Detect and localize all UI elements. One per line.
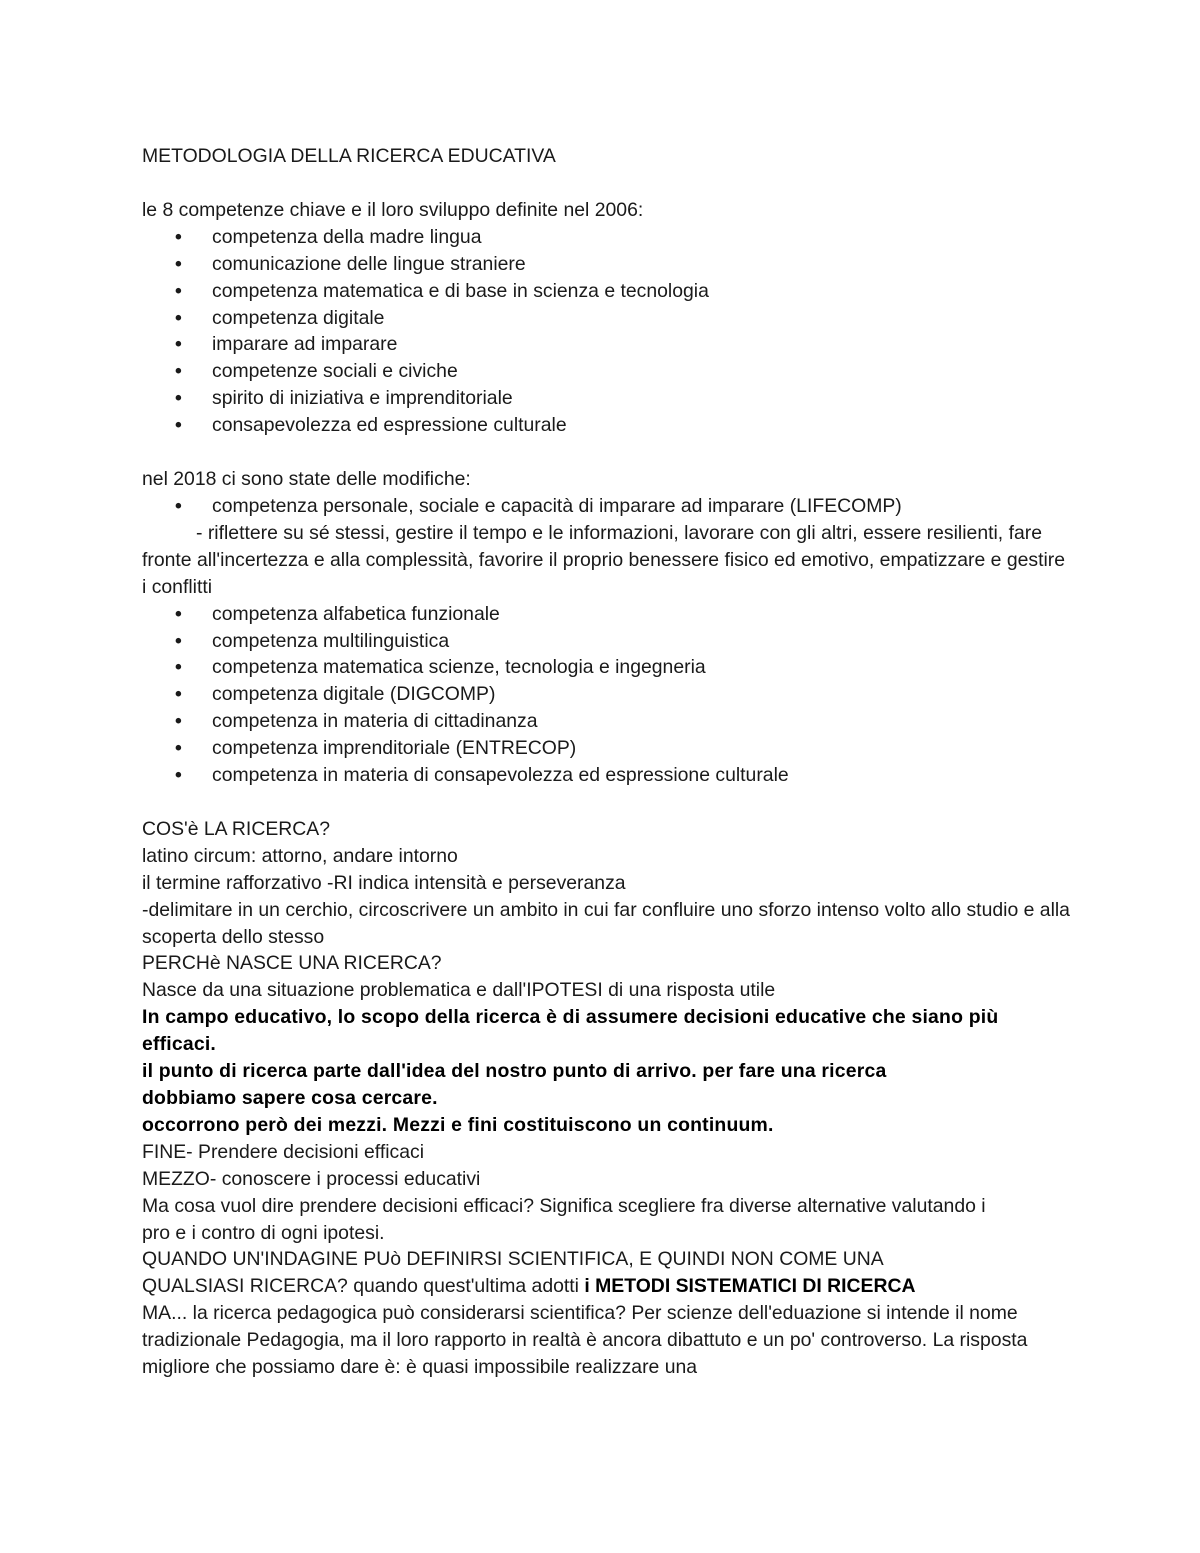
list-item <box>142 331 1072 358</box>
list-item <box>142 628 1072 655</box>
paragraph-line: Ma cosa vuol dire prendere decisioni efficaci? Significa scegliere fra diverse alternative valutando i pro e i contro di ogni ipotesi. <box>142 1194 986 1244</box>
competences-2018-first-list <box>142 493 1072 520</box>
list-item <box>142 681 1072 708</box>
spacer <box>142 170 1072 197</box>
paragraph-line: MA... la ricerca pedagogica può considerarsi scientifica? Per scienze dell'eduazione si intende il nome tradizionale Pedagogia, ma il loro rapporto in realtà è ancora dibattuto e un po' controverso. La risposta migliore che possiamo dare è: è quasi impossibile realizzare una <box>142 1302 1028 1379</box>
bullet-icon: • <box>175 279 182 302</box>
paragraph-line: FINE- Prendere decisioni efficaci <box>142 1140 425 1163</box>
bullet-icon: • <box>175 414 182 437</box>
paragraph-line <box>142 1246 982 1300</box>
list-item-text: imparare ad imparare <box>212 333 398 356</box>
list-item <box>142 224 1072 251</box>
bold-phrase: i METODI SISTEMATICI DI RICERCA <box>584 1275 916 1298</box>
bullet-icon: • <box>175 333 182 356</box>
list-item <box>142 708 1072 735</box>
list-item <box>142 654 1072 681</box>
bullet-icon: • <box>175 764 182 787</box>
lifecomp-detail: - riflettere su sé stessi, gestire il tempo e le informazioni, lavorare con gli altri, essere resilienti, fare fronte all'incertezza e alla complessità, favorire il proprio benessere fisico ed emotivo, empatizzare e gestire i conflitti <box>142 521 1066 598</box>
list-item <box>142 278 1072 305</box>
list-item <box>142 601 1072 628</box>
list-item-text: competenza matematica scienze, tecnologia e ingegneria <box>212 656 706 679</box>
bullet-icon: • <box>175 306 182 329</box>
question-perche-nasce: PERCHè NASCE UNA RICERCA? <box>142 952 442 975</box>
list-item <box>142 762 1072 789</box>
bullet-icon: • <box>175 629 182 652</box>
list-item-text: competenza digitale (DIGCOMP) <box>212 683 496 706</box>
bullet-icon: • <box>175 252 182 275</box>
section-2006-intro: le 8 competenze chiave e il loro sviluppo definite nel 2006: <box>142 198 644 221</box>
list-item-text: spirito di iniziativa e imprenditoriale <box>212 387 513 410</box>
list-item-text: competenza della madre lingua <box>212 225 482 248</box>
section-2018-intro: nel 2018 ci sono state delle modifiche: <box>142 468 471 491</box>
bold-statement: occorrono però dei mezzi. Mezzi e fini costituiscono un continuum. <box>142 1113 774 1136</box>
list-item-text: competenza in materia di cittadinanza <box>212 710 538 733</box>
list-item <box>142 305 1072 332</box>
bold-statement: In campo educativo, lo scopo della ricerca è di assumere decisioni educative che siano più efficaci. <box>142 1006 999 1056</box>
list-item-text: competenza multilinguistica <box>212 629 450 652</box>
bullet-icon: • <box>175 225 182 248</box>
bullet-icon: • <box>175 710 182 733</box>
list-item-text: competenza personale, sociale e capacità di imparare ad imparare (LIFECOMP) <box>212 494 902 517</box>
competences-2006-list <box>142 224 1072 439</box>
paragraph-line: MEZZO- conoscere i processi educativi <box>142 1167 481 1190</box>
list-item <box>142 412 1072 439</box>
bold-statement: il punto di ricerca parte dall'idea del nostro punto di arrivo. per fare una ricerca dobbiamo sapere cosa cercare. <box>142 1060 887 1109</box>
bullet-icon: • <box>175 387 182 410</box>
bullet-icon: • <box>175 737 182 760</box>
list-item-text: comunicazione delle lingue straniere <box>212 252 526 275</box>
question-cos-e-ricerca: COS'è LA RICERCA? <box>142 817 330 840</box>
document-page <box>142 143 1072 1381</box>
list-item <box>142 251 1072 278</box>
list-item <box>142 358 1072 385</box>
list-item <box>142 493 1072 520</box>
bullet-icon: • <box>175 683 182 706</box>
list-item-text: competenza digitale <box>212 306 385 329</box>
document-title: METODOLOGIA DELLA RICERCA EDUCATIVA <box>142 145 556 167</box>
bullet-icon: • <box>175 656 182 679</box>
paragraph-line: Nasce da una situazione problematica e dall'IPOTESI di una risposta utile <box>142 979 776 1002</box>
list-item-text: competenze sociali e civiche <box>212 360 458 383</box>
list-item-text: competenza imprenditoriale (ENTRECOP) <box>212 737 577 760</box>
spacer <box>142 439 1072 466</box>
list-item-text: competenza alfabetica funzionale <box>212 602 500 625</box>
bullet-icon: • <box>175 494 182 517</box>
paragraph-line: -delimitare in un cerchio, circoscrivere un ambito in cui far confluire uno sforzo intenso volto allo studio e alla scoperta dello stesso <box>142 898 1070 948</box>
bullet-icon: • <box>175 360 182 383</box>
list-item-text: consapevolezza ed espressione culturale <box>212 414 567 437</box>
list-item <box>142 735 1072 762</box>
list-item <box>142 385 1072 412</box>
spacer <box>142 789 1072 816</box>
bullet-icon: • <box>175 602 182 625</box>
list-item-text: competenza matematica e di base in scienza e tecnologia <box>212 279 709 302</box>
list-item-text: competenza in materia di consapevolezza ed espressione culturale <box>212 764 789 787</box>
paragraph-text: QUANDO UN'INDAGINE PUò DEFINIRSI SCIENTIFICA, E QUINDI NON COME UNA QUALSIASI RICERCA? quando quest'ultima adotti <box>142 1248 883 1298</box>
competences-2018-list <box>142 601 1072 789</box>
paragraph-line: latino circum: attorno, andare intorno <box>142 844 458 867</box>
paragraph-line: il termine rafforzativo -RI indica intensità e perseveranza <box>142 871 626 894</box>
